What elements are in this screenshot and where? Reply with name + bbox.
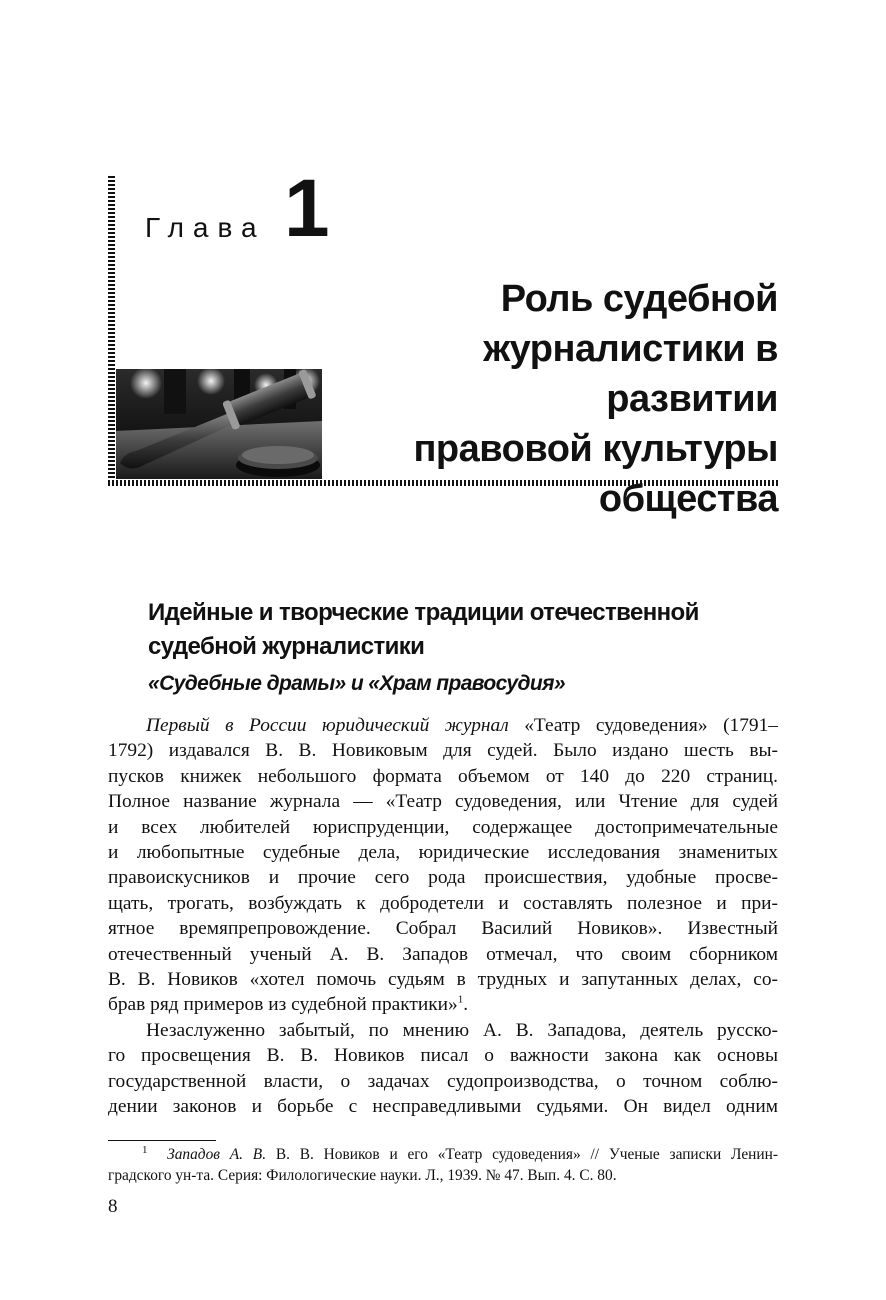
paragraph-line: щать, трогать, возбуждать к добродетели и составлять полезное и при- [108,892,778,914]
paragraph-line: отечественный ученый А. В. Западов отмечал, что своим сборником [108,943,778,965]
chapter-title-line: журналистики в развитии [483,328,778,420]
footnote-line: $^1$ Западов А. В. В. В. Новиков и его «Театр судоведения» // Ученые записки Ленин- [142,1143,779,1163]
paragraph-line: Первый в России юридический журнал «Театр судоведения» (1791– [146,715,779,736]
chapter-title-line: общества [598,478,778,520]
paragraph-line: брав ряд примеров из судебной практики»$^1$. [108,994,469,1016]
paragraph-line: правоискусников и прочие сего рода происшествия, удобные просве- [108,867,778,889]
section-heading [148,596,788,664]
paragraph-line: и любопытные судебные дела, юридические исследования знаменитых [108,842,778,864]
chapter-label: Глава [145,212,266,243]
footnote [108,1144,778,1186]
chapter-vertical-rule [108,176,115,486]
section-heading-line: судебной журналистики [148,633,425,660]
paragraph-line: государственной власти, о задачах судопроизводства, о точном соблю- [108,1070,778,1092]
page-number: 8 [108,1196,118,1217]
footnote-marker: 1 [142,1143,148,1156]
paragraph-line: В. В. Новиков «хотел помочь судьям в трудных и запутанных делах, со- [108,969,778,991]
footnote-reference[interactable]: 1 [457,994,464,1006]
chapter-title-line: правовой культуры [413,428,778,470]
footnote-author: Западов А. В. [167,1146,267,1163]
paragraph-line: 1792) издавался В. В. Новиковым для судей. Было издано шесть вы- [108,740,778,762]
footnote-line: градского ун-та. Серия: Филологические науки. Л., 1939. № 47. Вып. 4. С. 80. [108,1167,617,1184]
paragraph-line: пусков книжек небольшого формата объемом от 140 до 220 страниц. [108,765,778,787]
section-subheading: «Судебные драмы» и «Храм правосудия» [148,672,565,695]
paragraph-line: и всех любителей юриспруденции, содержащее достопримечательные [108,816,778,838]
body-text [108,713,778,1120]
paragraph-line: ятное времяпрепровождение. Собрал Василий Новиков». Известный [108,918,778,940]
paragraph-line: го просвещения В. В. Новиков писал о важности закона как основы [108,1045,778,1067]
paragraph-line: дении законов и борьбе с несправедливыми судьями. Он видел одним [108,1096,778,1118]
paragraph-line: Незаслуженно забытый, по мнению А. В. Западова, деятель русско- [146,1019,778,1041]
gavel-photo [116,369,322,479]
section-heading-line: Идейные и творческие традиции отечественной [148,599,699,626]
chapter-number: 1 [284,163,330,254]
chapter-title [318,274,778,524]
chapter-title-line: Роль судебной [500,278,778,320]
footnote-rule [108,1140,216,1141]
paragraph-line: Полное название журнала — «Театр судоведения, или Чтение для судей [108,791,778,813]
italic-phrase: Первый в России юридический журнал [146,715,509,736]
